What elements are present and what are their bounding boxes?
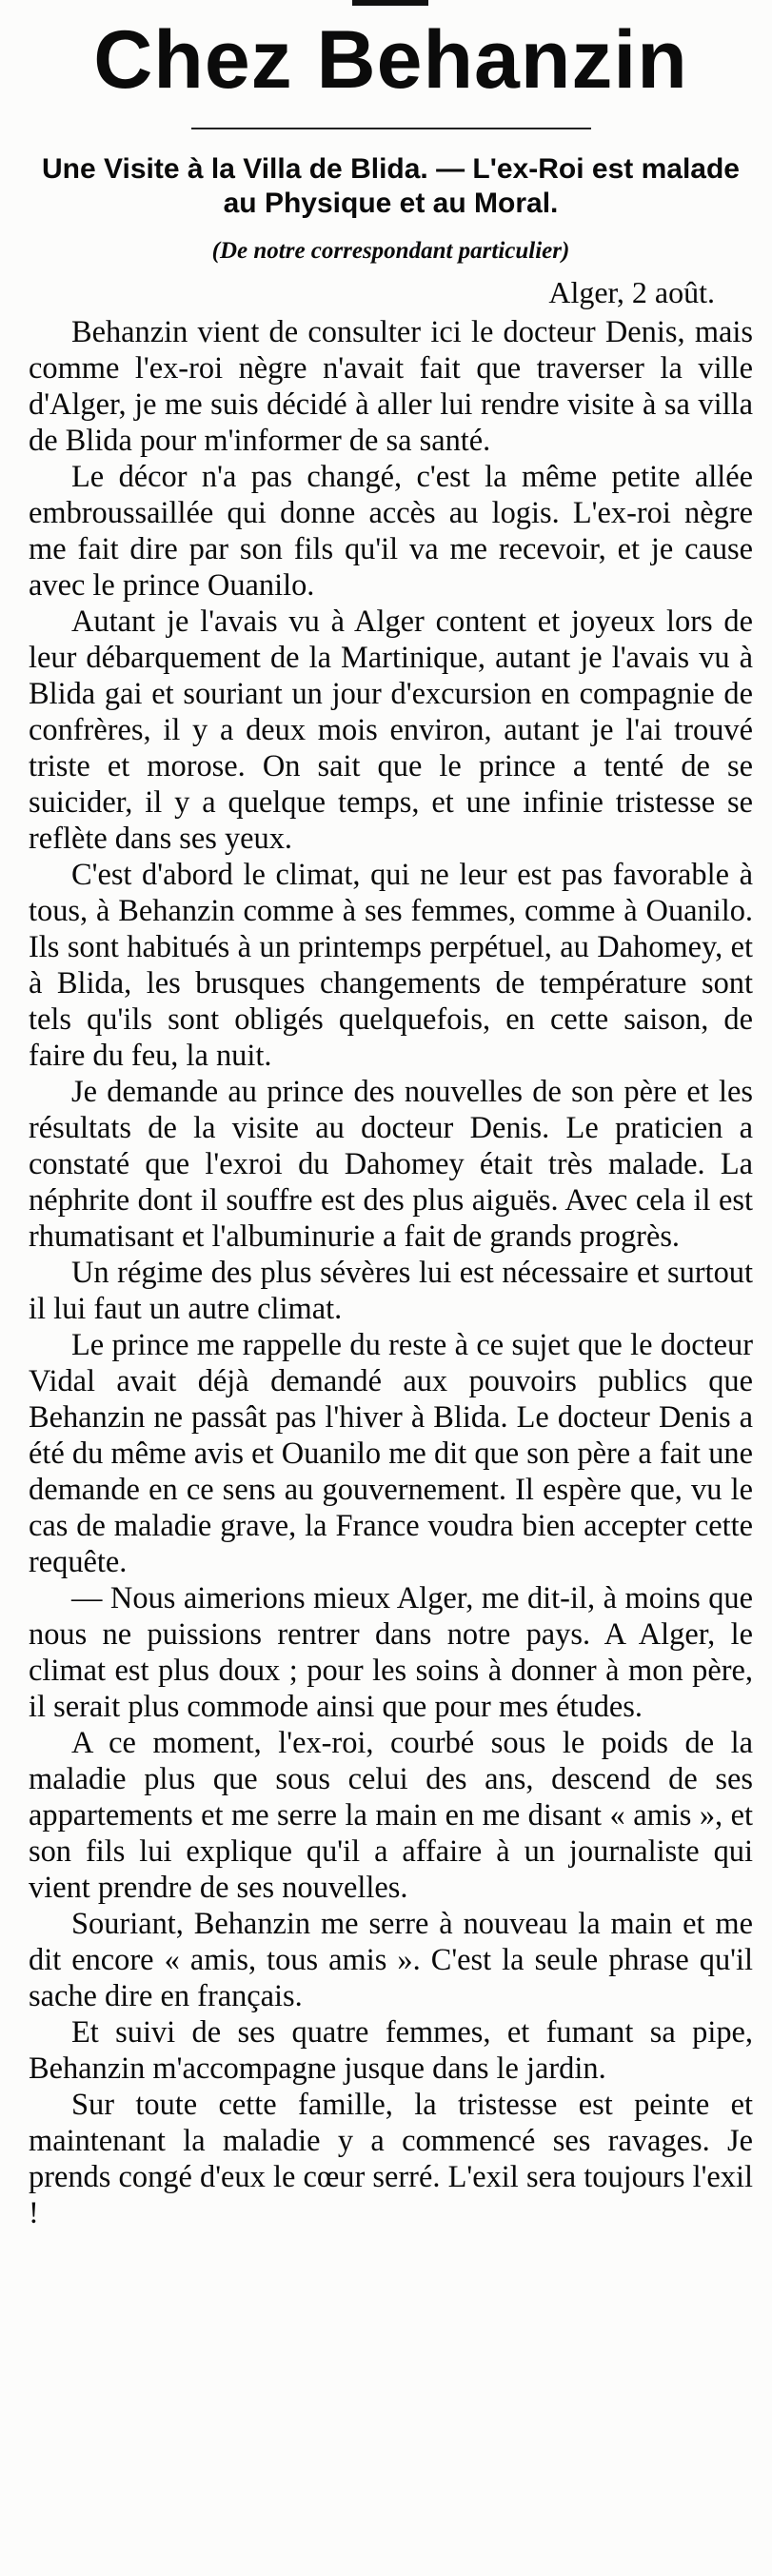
byline: (De notre correspondant particulier)	[211, 238, 570, 264]
paragraph-4: C'est d'abord le climat, qui ne leur est pas favorable à tous, à Behanzin comme à ses femmes, comme à Ouanilo. Ils sont habitués à un printemps perpétuel, au Dahomey, et à Blida, les brusques changements de température sont tels qu'ils sont obligés quelquefois, en cette saison, de faire du feu, la nuit.	[29, 858, 753, 1073]
paragraph-8: — Nous aimerions mieux Alger, me dit-il, à moins que nous ne puissions rentrer dans notre pays. A Alger, le climat est plus doux ; pour les soins à donner à mon père, il serait plus commode ainsi que pour mes études.	[29, 1581, 753, 1724]
headline: Chez Behanzin	[93, 14, 688, 106]
headline-rule	[191, 128, 591, 129]
paragraph-11: Et suivi de ses quatre femmes, et fumant sa pipe, Behanzin m'accompagne jusque dans le jardin.	[29, 2015, 753, 2086]
paragraph-10: Souriant, Behanzin me serre à nouveau la main et me dit encore « amis, tous amis ». C'est la seule phrase qu'il sache dire en français.	[29, 1907, 753, 2013]
dateline: Alger, 2 août.	[548, 275, 715, 309]
paragraph-12: Sur toute cette famille, la tristesse est peinte et maintenant la maladie y a commencé ses ravages. Je prends congé d'eux le cœur serré. L'exil sera toujours l'exil !	[29, 2088, 753, 2230]
paragraph-1: Behanzin vient de consulter ici le docteur Denis, mais comme l'ex-roi nègre n'avait fait que traverser la ville d'Alger, je me suis décidé à aller lui rendre visite à sa villa de Blida pour m'informer de sa santé.	[29, 315, 753, 458]
paragraph-9: A ce moment, l'ex-roi, courbé sous le poids de la maladie plus que sous celui des ans, descend de ses appartements et me serre la main en me disant « amis », et son fils lui explique qu'il a affaire à un journaliste qui vient prendre de ses nouvelles.	[29, 1726, 753, 1905]
paragraph-7: Le prince me rappelle du reste à ce sujet que le docteur Vidal avait déjà demandé aux pouvoirs publics que Behanzin ne passât pas l'hiver à Blida. Le docteur Denis a été du même avis et Ouanilo me dit que son père a fait une demande en ce sens au gouvernement. Il espère que, vu le cas de maladie grave, la France voudra bien accepter cette requête.	[29, 1328, 753, 1579]
paragraph-6: Un régime des plus sévères lui est nécessaire et surtout il lui faut un autre climat.	[29, 1256, 753, 1326]
paragraph-2: Le décor n'a pas changé, c'est la même petite allée embroussaillée qui donne accès au logis. L'ex-roi nègre me fait dire par son fils qu'il va me recevoir, et je cause avec le prince Ouanilo.	[29, 460, 753, 603]
article-body	[29, 314, 753, 2231]
subheadline: Une Visite à la Villa de Blida. — L'ex-Roi est malade au Physique et au Moral.	[42, 153, 740, 219]
paragraph-5: Je demande au prince des nouvelles de son père et les résultats de la visite au docteur Denis. Le praticien a constaté que l'exroi du Dahomey était très malade. La néphrite dont il souffre est des plus aiguës. Avec cela il est rhumatisant et l'albuminurie a fait de grands progrès.	[29, 1075, 753, 1254]
top-rule	[352, 0, 428, 6]
paragraph-3: Autant je l'avais vu à Alger content et joyeux lors de leur débarquement de la Martinique, autant je l'avais vu à Blida gai et souriant un jour d'excursion en compagnie de confrères, il y a deux mois environ, autant je l'ai trouvé triste et morose. On sait que le prince a tenté de se suicider, il y a quelque temps, et une infinie tristesse se reflète dans ses yeux.	[29, 604, 753, 856]
